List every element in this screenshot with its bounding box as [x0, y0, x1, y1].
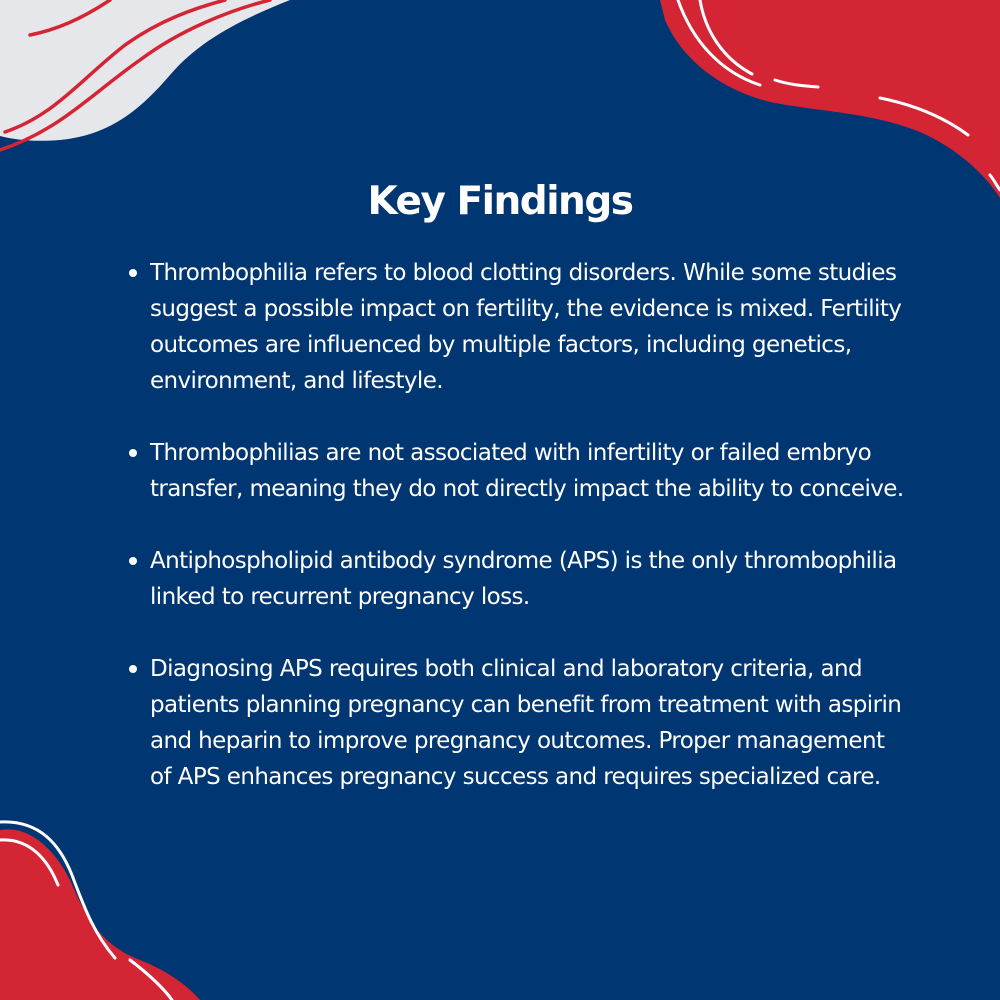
findings-list: [150, 255, 910, 831]
page-title: Key Findings: [367, 179, 633, 224]
finding-item: Antiphospholipid antibody syndrome (APS) is the only thrombophilia linked to recurrent pregnancy loss.: [150, 543, 910, 615]
finding-item: Thrombophilia refers to blood clotting disorders. While some studies suggest a possible impact on fertility, the evidence is mixed. Fertility outcomes are influenced by multiple factors, including genetics, environment, and lifestyle.: [150, 255, 910, 399]
finding-item: Diagnosing APS requires both clinical and laboratory criteria, and patients planning pregnancy can benefit from treatment with aspirin and heparin to improve pregnancy outcomes. Proper management of APS enhances pregnancy success and requires specialized care.: [150, 651, 910, 795]
top-left-light-blob: [0, 0, 290, 141]
bottom-left-red-blob: [0, 829, 200, 1000]
finding-item: Thrombophilias are not associated with infertility or failed embryo transfer, meaning they do not directly impact the ability to conceive.: [150, 435, 910, 507]
